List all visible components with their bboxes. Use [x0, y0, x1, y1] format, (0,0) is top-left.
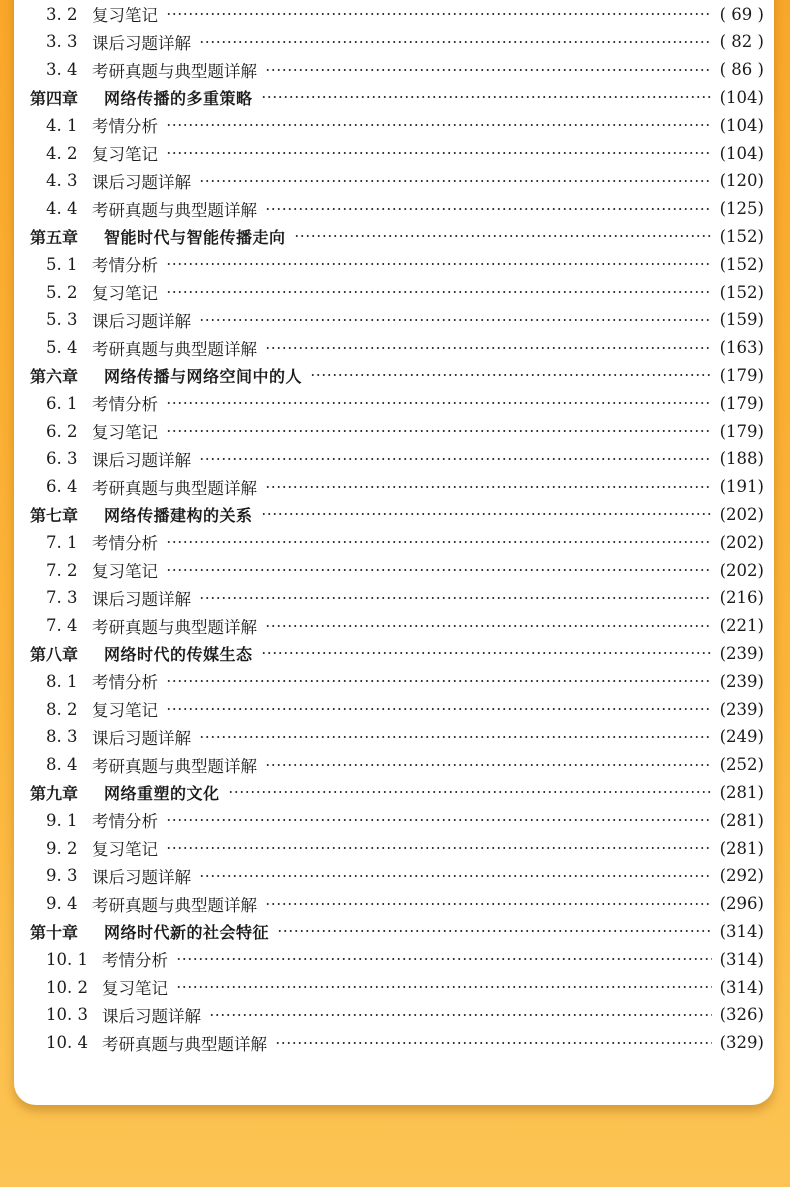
section-number: 7. 1 — [46, 532, 78, 552]
leader-dots — [166, 124, 712, 126]
leader-dots — [261, 96, 712, 98]
section-title: 课后习题详解 — [92, 311, 191, 331]
section-number: 4. 2 — [46, 143, 78, 163]
page-number: (239) — [719, 671, 764, 691]
toc-section-row[interactable] — [0, 0, 790, 28]
section-number: 6. 2 — [46, 421, 78, 441]
page-number: (314) — [719, 977, 764, 997]
section-number: 5. 1 — [46, 254, 78, 274]
page-number: (152) — [719, 254, 764, 274]
page-number: ( 86 ) — [719, 60, 764, 80]
toc-section-row[interactable] — [0, 556, 790, 584]
page-number: (179) — [719, 365, 764, 385]
section-title: 考研真题与典型题详解 — [92, 895, 257, 915]
leader-dots — [166, 291, 712, 293]
chapter-number: 第九章 — [30, 783, 79, 803]
page-number: ( 82 ) — [719, 32, 764, 52]
toc-chapter-row[interactable] — [0, 639, 790, 667]
chapter-title: 网络重塑的文化 — [104, 783, 220, 803]
section-number: 8. 1 — [46, 671, 78, 691]
section-title: 考研真题与典型题详解 — [102, 1034, 267, 1054]
section-number: 9. 3 — [46, 866, 78, 886]
toc-section-row[interactable] — [0, 139, 790, 167]
section-number: 5. 4 — [46, 338, 78, 358]
leader-dots — [261, 513, 712, 515]
section-title: 课后习题详解 — [92, 867, 191, 887]
page-number: (281) — [719, 810, 764, 830]
page-number: (120) — [719, 171, 764, 191]
section-number: 9. 2 — [46, 838, 78, 858]
section-number: 6. 3 — [46, 449, 78, 469]
section-number: 5. 2 — [46, 282, 78, 302]
section-number: 5. 3 — [46, 310, 78, 330]
page-number: (159) — [719, 310, 764, 330]
leader-dots — [199, 736, 712, 738]
leader-dots — [265, 69, 712, 71]
page-number: (163) — [719, 338, 764, 358]
leader-dots — [265, 486, 712, 488]
section-number: 8. 4 — [46, 755, 78, 775]
leader-dots — [275, 1042, 712, 1044]
toc-chapter-row[interactable] — [0, 917, 790, 945]
leader-dots — [166, 13, 712, 15]
section-title: 复习笔记 — [92, 840, 158, 859]
page-number: (252) — [719, 755, 764, 775]
leader-dots — [166, 152, 712, 154]
toc-section-row[interactable] — [0, 445, 790, 473]
toc-section-row[interactable] — [0, 612, 790, 640]
leader-dots — [199, 875, 712, 877]
toc-section-row[interactable] — [0, 473, 790, 501]
chapter-title: 智能时代与智能传播走向 — [104, 227, 286, 247]
toc-section-row[interactable] — [0, 834, 790, 862]
leader-dots — [166, 263, 712, 265]
leader-dots — [166, 819, 712, 821]
toc-section-row[interactable] — [0, 806, 790, 834]
toc-section-row[interactable] — [0, 945, 790, 973]
section-title: 考研真题与典型题详解 — [92, 61, 257, 81]
page-number: (281) — [719, 838, 764, 858]
page-number: (292) — [719, 866, 764, 886]
toc-section-row[interactable] — [0, 250, 790, 278]
page-number: (329) — [719, 1033, 764, 1053]
page-number: (296) — [719, 894, 764, 914]
leader-dots — [166, 680, 712, 682]
toc-section-row[interactable] — [0, 667, 790, 695]
page-number: (152) — [719, 282, 764, 302]
section-title: 课后习题详解 — [92, 450, 191, 470]
toc-section-row[interactable] — [0, 751, 790, 779]
toc-section-row[interactable] — [0, 890, 790, 918]
section-title: 复习笔记 — [92, 145, 158, 164]
page-number: (202) — [719, 560, 764, 580]
leader-dots — [199, 458, 712, 460]
chapter-title: 网络时代的传媒生态 — [104, 644, 253, 664]
toc-section-row[interactable] — [0, 167, 790, 195]
page-number: (179) — [719, 393, 764, 413]
toc-section-row[interactable] — [0, 278, 790, 306]
section-title: 考情分析 — [92, 117, 158, 137]
leader-dots — [228, 791, 712, 793]
page-number: (104) — [719, 143, 764, 163]
leader-dots — [277, 930, 712, 932]
toc-section-row[interactable] — [0, 695, 790, 723]
leader-dots — [176, 958, 712, 960]
page-number: (326) — [719, 1005, 764, 1025]
section-number: 9. 4 — [46, 894, 78, 914]
page-number: (314) — [719, 921, 764, 941]
page-number: (104) — [719, 115, 764, 135]
toc-section-row[interactable] — [0, 28, 790, 56]
section-number: 10. 1 — [46, 949, 88, 969]
leader-dots — [261, 652, 712, 654]
leader-dots — [166, 430, 712, 432]
section-number: 10. 4 — [46, 1033, 88, 1053]
section-title: 考研真题与典型题详解 — [92, 617, 257, 637]
leader-dots — [166, 569, 712, 571]
page-number: (202) — [719, 532, 764, 552]
page-number: (314) — [719, 949, 764, 969]
section-title: 复习笔记 — [92, 562, 158, 581]
toc-section-row[interactable] — [0, 56, 790, 84]
section-title: 考情分析 — [92, 673, 158, 693]
page-number: (179) — [719, 421, 764, 441]
toc-section-row[interactable] — [0, 528, 790, 556]
leader-dots — [176, 986, 712, 988]
section-title: 考情分析 — [102, 951, 168, 971]
section-title: 考情分析 — [92, 395, 158, 415]
section-number: 4. 3 — [46, 171, 78, 191]
chapter-number: 第五章 — [30, 227, 79, 247]
leader-dots — [166, 402, 712, 404]
chapter-title: 网络传播的多重策略 — [104, 88, 253, 108]
page-number: (221) — [719, 616, 764, 636]
page-number: (239) — [719, 643, 764, 663]
chapter-number: 第十章 — [30, 922, 79, 942]
page-number: (104) — [719, 87, 764, 107]
page-number: (216) — [719, 588, 764, 608]
page-number: ( 69 ) — [719, 4, 764, 24]
section-title: 课后习题详解 — [92, 172, 191, 192]
section-title: 课后习题详解 — [102, 1006, 201, 1026]
section-title: 考研真题与典型题详解 — [92, 478, 257, 498]
leader-dots — [265, 625, 712, 627]
chapter-number: 第八章 — [30, 644, 79, 664]
section-title: 考研真题与典型题详解 — [92, 200, 257, 220]
chapter-title: 网络时代新的社会特征 — [104, 922, 270, 942]
toc-section-row[interactable] — [0, 389, 790, 417]
leader-dots — [265, 347, 712, 349]
chapter-number: 第四章 — [30, 88, 79, 108]
section-number: 8. 2 — [46, 699, 78, 719]
section-title: 考情分析 — [92, 534, 158, 554]
leader-dots — [166, 708, 712, 710]
section-title: 复习笔记 — [92, 701, 158, 720]
section-number: 4. 1 — [46, 115, 78, 135]
section-title: 复习笔记 — [92, 6, 158, 25]
page-number: (239) — [719, 699, 764, 719]
section-number: 6. 1 — [46, 393, 78, 413]
leader-dots — [294, 235, 712, 237]
toc-section-row[interactable] — [0, 862, 790, 890]
leader-dots — [310, 374, 712, 376]
toc-chapter-row[interactable] — [0, 83, 790, 111]
leader-dots — [265, 208, 712, 210]
section-title: 复习笔记 — [102, 979, 168, 998]
page-number: (281) — [719, 782, 764, 802]
leader-dots — [166, 541, 712, 543]
toc-section-row[interactable] — [0, 195, 790, 223]
toc-chapter-row[interactable] — [0, 500, 790, 528]
toc-section-row[interactable] — [0, 417, 790, 445]
toc-section-row[interactable] — [0, 306, 790, 334]
section-number: 3. 3 — [46, 32, 78, 52]
page-number: (125) — [719, 199, 764, 219]
toc-chapter-row[interactable] — [0, 778, 790, 806]
toc-section-row[interactable] — [0, 111, 790, 139]
section-number: 3. 4 — [46, 60, 78, 80]
leader-dots — [265, 764, 712, 766]
toc-chapter-row[interactable] — [0, 222, 790, 250]
chapter-number: 第七章 — [30, 505, 79, 525]
section-title: 考情分析 — [92, 812, 158, 832]
leader-dots — [265, 903, 712, 905]
section-title: 课后习题详解 — [92, 728, 191, 748]
page-number: (152) — [719, 226, 764, 246]
section-number: 10. 2 — [46, 977, 88, 997]
toc-section-row[interactable] — [0, 584, 790, 612]
page-number: (191) — [719, 477, 764, 497]
page-number: (188) — [719, 449, 764, 469]
section-number: 3. 2 — [46, 4, 78, 24]
section-number: 6. 4 — [46, 477, 78, 497]
chapter-title: 网络传播与网络空间中的人 — [104, 366, 303, 386]
leader-dots — [166, 847, 712, 849]
page-number: (202) — [719, 504, 764, 524]
section-title: 课后习题详解 — [92, 589, 191, 609]
section-number: 9. 1 — [46, 810, 78, 830]
section-title: 课后习题详解 — [92, 33, 191, 53]
section-number: 4. 4 — [46, 199, 78, 219]
toc-section-row[interactable] — [0, 723, 790, 751]
section-number: 7. 3 — [46, 588, 78, 608]
page-number: (249) — [719, 727, 764, 747]
section-title: 复习笔记 — [92, 423, 158, 442]
section-title: 复习笔记 — [92, 284, 158, 303]
section-number: 8. 3 — [46, 727, 78, 747]
section-title: 考研真题与典型题详解 — [92, 339, 257, 359]
leader-dots — [199, 180, 712, 182]
toc-section-row[interactable] — [0, 334, 790, 362]
chapter-title: 网络传播建构的关系 — [104, 505, 253, 525]
section-number: 7. 2 — [46, 560, 78, 580]
toc-chapter-row[interactable] — [0, 361, 790, 389]
toc-section-row[interactable] — [0, 973, 790, 1001]
leader-dots — [199, 597, 712, 599]
leader-dots — [199, 319, 712, 321]
toc-section-row[interactable] — [0, 1029, 790, 1057]
section-number: 10. 3 — [46, 1005, 88, 1025]
section-number: 7. 4 — [46, 616, 78, 636]
section-title: 考情分析 — [92, 256, 158, 276]
chapter-number: 第六章 — [30, 366, 79, 386]
section-title: 考研真题与典型题详解 — [92, 756, 257, 776]
toc-section-row[interactable] — [0, 1001, 790, 1029]
leader-dots — [199, 41, 712, 43]
leader-dots — [209, 1014, 712, 1016]
